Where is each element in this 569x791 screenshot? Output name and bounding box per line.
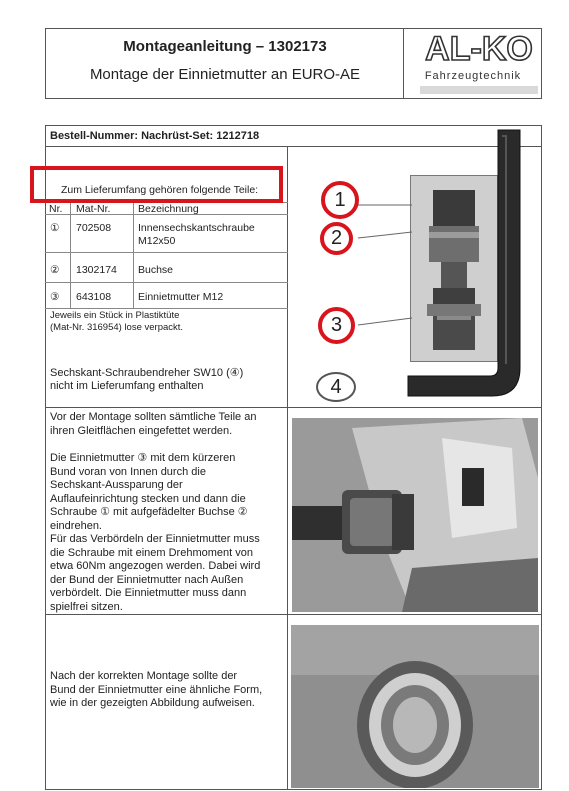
row1-nr: ① [50,222,60,234]
callout-leaders [350,190,420,360]
alko-logo [420,30,538,66]
instructions-text [50,411,286,614]
logo-subtitle: Fahrzeugtechnik [424,70,522,82]
instruction-line: Schraube ① mit aufgefädelter Buchse ② [50,506,248,518]
highlight-box [30,166,283,203]
callout-4: 4 [316,372,356,402]
row1-name: Innensechskantschraube [138,222,255,234]
assembly-photo [292,418,538,612]
scope-heading: Zum Lieferumfang gehören folgende Teile: [61,184,259,196]
instruction-line: Bund voran von Innen durch die [50,465,206,478]
doc-title: Montageanleitung – 1302173 [123,38,327,55]
instruction-line: Für das Verbördeln der Einnietmutter muss [50,533,260,545]
logo-text: AL-KO [425,30,533,66]
order-number: Bestell-Nummer: Nachrüst-Set: 1212718 [50,130,260,142]
hex-key-tool [402,128,530,403]
instruction-line: etwa 60Nm angezogen werden. Dabei wird [50,560,261,572]
col-header-nr: Nr. [49,203,63,215]
result-photo [291,625,539,788]
instruction-line: ihren Gleitflächen eingefettet werden. [50,424,233,437]
instruction-line: Auflaufeinrichtung stecken und dann die [50,492,246,505]
logo-underline [420,86,538,94]
table-row3-line [45,308,288,309]
row3-mat: 643108 [76,291,112,303]
hex-key-illustration [402,128,530,403]
row2-nr: ② [50,264,60,276]
row1-name-2: M12x50 [138,235,176,247]
result-line: wie in der gezeigten Abbildung aufweisen. [50,697,255,709]
row3-nr: ③ [50,291,60,303]
instruction-line: die Schraube mit einem Drehmoment von [50,546,253,559]
result-line: Bund der Einnietmutter eine ähnliche Form, [50,683,263,696]
instruction-line: der Bund der Einnietmutter nach Außen [50,573,244,586]
tool-note-2: nicht im Lieferumfang enthalten [50,380,204,392]
assembly-illustration [292,418,538,612]
packaging-note-2: (Mat-Nr. 316954) lose verpackt. [50,322,184,333]
packaging-note: Jeweils ein Stück in Plastiktüte [50,310,180,321]
col-header-mat: Mat-Nr. [76,203,111,215]
result-text [50,670,286,711]
instruction-line: Sechskant-Aussparung der [50,479,183,491]
table-row1-line [45,252,288,253]
table-col2-line [133,202,134,308]
row1-mat: 702508 [76,222,112,234]
alko-logo-graphic [420,30,538,66]
instruction-line: eindrehen. [50,519,102,532]
result-line: Nach der korrekten Montage sollte der [50,670,238,682]
col-header-name: Bezeichnung [138,203,199,215]
header-divider [403,28,404,99]
instruction-line: spielfrei sitzen. [50,600,123,613]
instruction-line: Vor der Montage sollten sämtliche Teile an [50,411,257,423]
instruction-line: verbördelt. Die Einnietmutter muss dann [50,587,247,599]
callout-3: 3 [318,307,355,344]
callout-1: 1 [321,181,359,219]
row2-name: Buchse [138,264,174,276]
callout-2: 2 [320,222,353,255]
tool-note: Sechskant-Schraubendreher SW10 (④) [50,367,244,379]
table-row2-line [45,282,288,283]
instruction-line: Die Einnietmutter ③ mit dem kürzeren [50,452,236,464]
result-illustration [291,625,539,788]
row3-name: Einnietmutter M12 [138,291,224,303]
row2-mat: 1302174 [76,264,117,276]
doc-subtitle: Montage der Einnietmutter an EURO-AE [89,66,361,83]
table-col1-line [70,202,71,308]
